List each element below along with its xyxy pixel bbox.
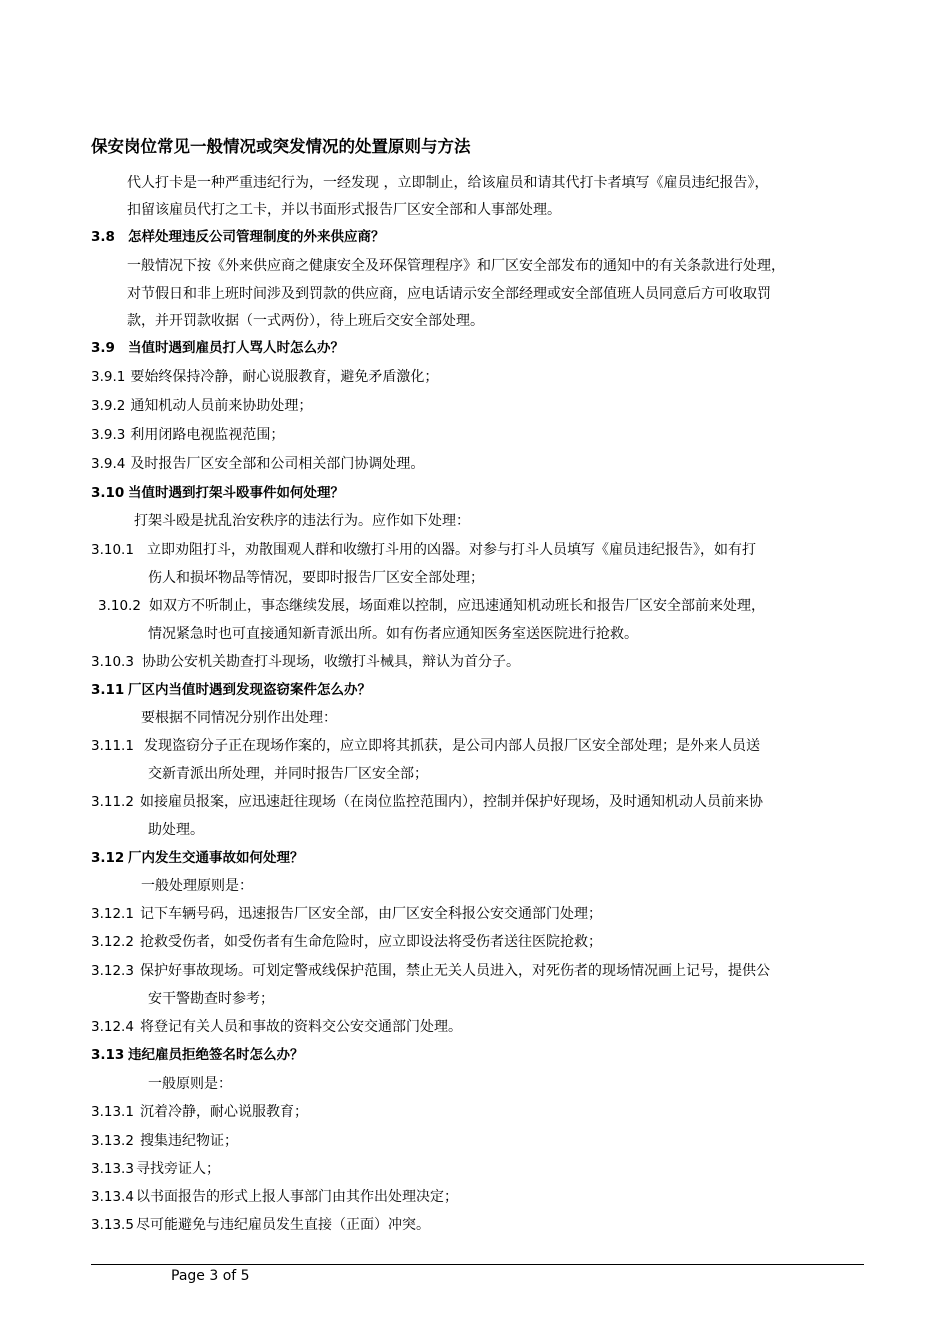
footer-divider xyxy=(91,1264,864,1265)
item-number: 3.9.1 xyxy=(91,369,126,385)
item-continuation: 助处理。 xyxy=(148,822,204,838)
item-text: 通知机动人员前来协助处理； xyxy=(130,398,313,414)
list-item xyxy=(91,792,763,812)
item-text: 保护好事故现场。可划定警戒线保护范围，禁止无关人员进入，对死伤者的现场情况画上记号，提供公 xyxy=(139,963,770,979)
item-number: 3.13.5 xyxy=(91,1217,134,1233)
item-number: 3.9.3 xyxy=(91,427,126,443)
section-number: 3.13 xyxy=(91,1047,125,1063)
list-item xyxy=(91,540,756,560)
section-heading-3-12 xyxy=(91,848,304,868)
section-heading-3-10 xyxy=(91,483,344,503)
item-text: 立即劝阻打斗，劝散围观人群和收缴打斗用的凶器。对参与打斗人员填写《雇员违纪报告》，如有打 xyxy=(146,542,756,558)
section-number: 3.10 xyxy=(91,485,125,501)
item-number: 3.12.2 xyxy=(91,934,134,950)
item-number: 3.10.3 xyxy=(91,654,134,670)
item-text: 以书面报告的形式上报人事部门由其作出处理决定； xyxy=(135,1189,458,1205)
list-item xyxy=(91,454,424,474)
list-item xyxy=(91,367,438,387)
paragraph-line: 打架斗殴是扰乱治安秩序的违法行为。应作如下处理： xyxy=(134,513,470,529)
paragraph-line: 扣留该雇员代打之工卡，并以书面形式报告厂区安全部和人事部处理。 xyxy=(127,202,561,218)
section-title: 当值时遇到打架斗殴事件如何处理？ xyxy=(128,485,344,501)
list-item xyxy=(98,596,765,616)
item-number: 3.11.1 xyxy=(91,738,134,754)
item-continuation: 情况紧急时也可直接通知新青派出所。如有伤者应通知医务室送医院进行抢救。 xyxy=(148,626,638,642)
section-heading-3-8 xyxy=(91,227,385,247)
list-item xyxy=(91,1102,308,1122)
item-number: 3.9.4 xyxy=(91,456,126,472)
list-item xyxy=(91,1017,462,1037)
section-heading-3-9 xyxy=(91,338,344,358)
document-title: 保安岗位常见一般情况或突发情况的处置原则与方法 xyxy=(91,137,471,156)
list-item xyxy=(91,932,602,952)
item-text: 发现盗窃分子正在现场作案的，应立即将其抓获，是公司内部人员报厂区安全部处理；是外来人员送 xyxy=(143,738,760,754)
list-item xyxy=(91,904,602,924)
item-continuation: 伤人和损坏物品等情况，要即时报告厂区安全部处理； xyxy=(148,570,484,586)
section-heading-3-13 xyxy=(91,1045,304,1065)
paragraph-line: 款，并开罚款收据（一式两份），待上班后交安全部处理。 xyxy=(127,313,484,329)
item-number: 3.12.3 xyxy=(91,963,134,979)
paragraph-line: 要根据不同情况分别作出处理： xyxy=(141,710,337,726)
paragraph-line: 一般处理原则是： xyxy=(141,878,253,894)
item-number: 3.13.1 xyxy=(91,1104,134,1120)
item-number: 3.10.2 xyxy=(98,598,141,614)
section-title: 怎样处理违反公司管理制度的外来供应商？ xyxy=(128,229,385,245)
list-item xyxy=(91,1159,220,1179)
item-text: 及时报告厂区安全部和公司相关部门协调处理。 xyxy=(130,456,425,472)
item-text: 寻找旁证人； xyxy=(135,1161,220,1177)
list-item xyxy=(91,961,770,981)
item-number: 3.13.3 xyxy=(91,1161,134,1177)
item-number: 3.13.4 xyxy=(91,1189,134,1205)
section-title: 违纪雇员拒绝签名时怎么办？ xyxy=(128,1047,304,1063)
list-item xyxy=(91,1187,458,1207)
section-title: 厂内发生交通事故如何处理？ xyxy=(128,850,304,866)
item-number: 3.9.2 xyxy=(91,398,126,414)
item-text: 将登记有关人员和事故的资料交公安交通部门处理。 xyxy=(139,1019,462,1035)
paragraph-line: 一般原则是： xyxy=(148,1076,232,1092)
list-item xyxy=(91,396,312,416)
item-text: 抢救受伤者，如受伤者有生命危险时，应立即设法将受伤者送往医院抢救； xyxy=(139,934,602,950)
section-number: 3.8 xyxy=(91,229,115,245)
item-continuation: 交新青派出所处理，并同时报告厂区安全部； xyxy=(148,766,428,782)
section-heading-3-11 xyxy=(91,680,371,700)
list-item xyxy=(91,1215,430,1235)
page-number: Page 3 of 5 xyxy=(171,1268,250,1284)
item-continuation: 安干警勘查时参考； xyxy=(148,991,274,1007)
paragraph-line: 一般情况下按《外来供应商之健康安全及环保管理程序》和厂区安全部发布的通知中的有关条款进行处理， xyxy=(127,258,785,274)
item-number: 3.13.2 xyxy=(91,1133,134,1149)
item-text: 尽可能避免与违纪雇员发生直接（正面）冲突。 xyxy=(135,1217,430,1233)
paragraph-line: 代人打卡是一种严重违纪行为，一经发现 ，立即制止，给该雇员和请其代打卡者填写《雇员违纪报告》， xyxy=(127,175,769,191)
section-title: 厂区内当值时遇到发现盗窃案件怎么办？ xyxy=(128,682,371,698)
item-number: 3.11.2 xyxy=(91,794,134,810)
section-title: 当值时遇到雇员打人骂人时怎么办？ xyxy=(128,340,344,356)
item-number: 3.12.1 xyxy=(91,906,134,922)
item-text: 如双方不听制止，事态继续发展，场面难以控制，应迅速通知机动班长和报告厂区安全部前来处理， xyxy=(148,598,765,614)
list-item xyxy=(91,736,760,756)
list-item xyxy=(91,652,520,672)
item-number: 3.12.4 xyxy=(91,1019,134,1035)
item-text: 记下车辆号码，迅速报告厂区安全部，由厂区安全科报公安交通部门处理； xyxy=(139,906,602,922)
section-number: 3.11 xyxy=(91,682,125,698)
section-number: 3.9 xyxy=(91,340,115,356)
section-number: 3.12 xyxy=(91,850,125,866)
list-item xyxy=(91,425,284,445)
item-text: 协助公安机关勘查打斗现场，收缴打斗械具，辩认为首分子。 xyxy=(141,654,520,670)
item-text: 搜集违纪物证； xyxy=(139,1133,238,1149)
item-text: 利用闭路电视监视范围； xyxy=(130,427,285,443)
item-number: 3.10.1 xyxy=(91,542,134,558)
item-text: 沉着冷静，耐心说服教育； xyxy=(139,1104,308,1120)
list-item xyxy=(91,1131,238,1151)
paragraph-line: 对节假日和非上班时间涉及到罚款的供应商，应电话请示安全部经理或安全部值班人员同意后方可收取罚 xyxy=(127,286,771,302)
item-text: 要始终保持冷静，耐心说服教育，避免矛盾激化； xyxy=(130,369,439,385)
item-text: 如接雇员报案，应迅速赶往现场（在岗位监控范围内），控制并保护好现场，及时通知机动人员前来协 xyxy=(139,794,763,810)
